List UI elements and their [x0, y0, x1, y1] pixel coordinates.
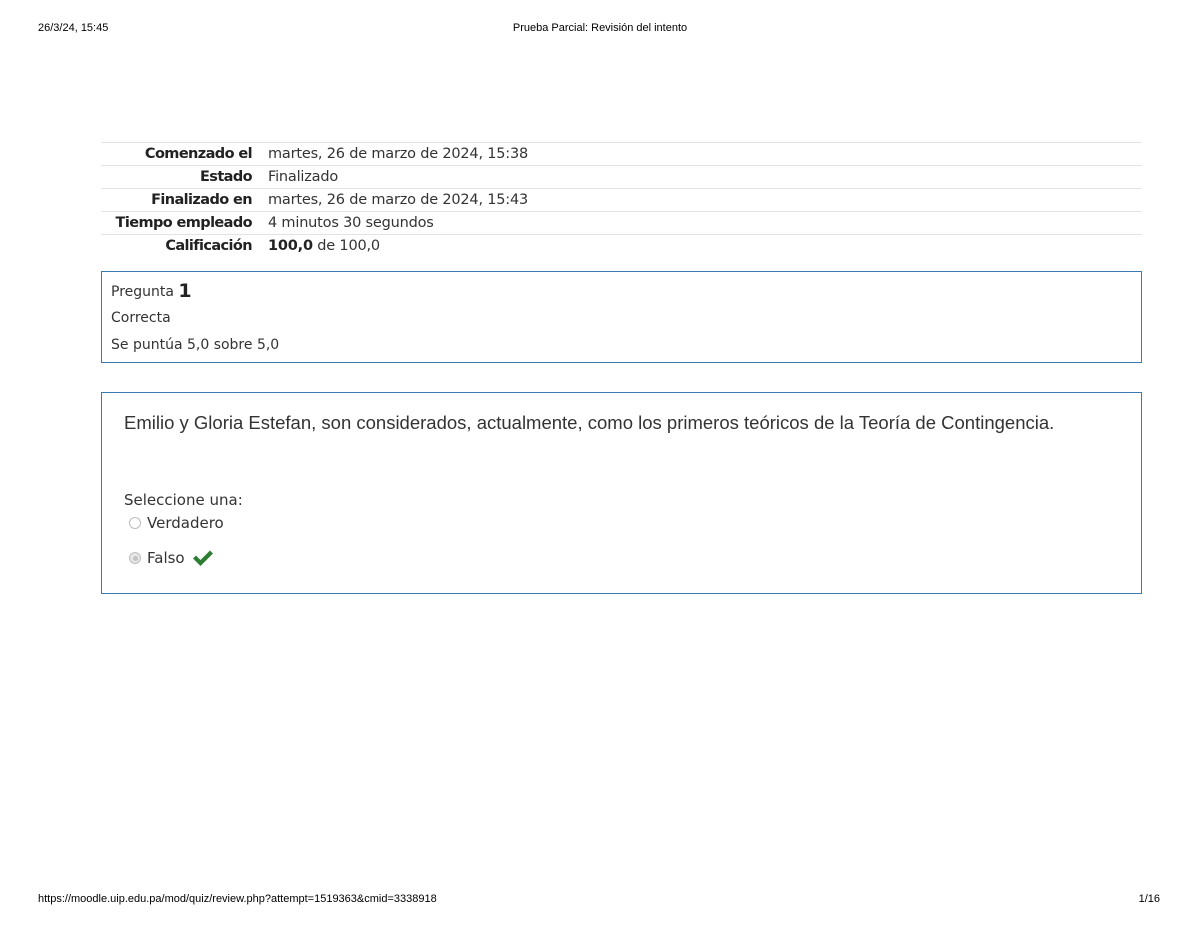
grade-max: de 100,0: [312, 238, 380, 254]
summary-row-time-taken: [101, 211, 1142, 234]
summary-value: martes, 26 de marzo de 2024, 15:38: [268, 146, 529, 162]
print-datetime: 26/3/24, 15:45: [38, 22, 109, 34]
summary-value: [268, 238, 380, 254]
question-grade: Se puntúa 5,0 sobre 5,0: [111, 337, 280, 353]
answer-prompt: Seleccione una:: [124, 491, 243, 509]
summary-label: Calificación: [165, 238, 252, 254]
summary-row-started: [101, 142, 1142, 165]
check-icon: [191, 548, 215, 568]
print-footer: [0, 893, 1200, 907]
grade-score: 100,0: [268, 238, 313, 254]
question-label: Pregunta: [111, 284, 179, 300]
question-content-box: [101, 392, 1142, 594]
summary-label: Comenzado el: [144, 146, 252, 162]
summary-row-state: [101, 165, 1142, 188]
print-page-number: 1/16: [1138, 893, 1160, 905]
summary-label: Tiempo empleado: [115, 215, 252, 231]
print-header: [0, 22, 1200, 36]
option-label: Verdadero: [147, 514, 224, 532]
summary-label: Finalizado en: [151, 192, 252, 208]
option-label: Falso: [147, 549, 185, 567]
question-info-box: [101, 271, 1142, 363]
question-state: Correcta: [111, 310, 171, 326]
print-page-title: Prueba Parcial: Revisión del intento: [512, 22, 688, 34]
summary-label: Estado: [200, 169, 252, 185]
radio-button-selected[interactable]: [129, 552, 141, 564]
print-url: https://moodle.uip.edu.pa/mod/quiz/review.php?attempt=1519363&cmid=3338918: [38, 893, 437, 905]
answer-option-verdadero[interactable]: [129, 514, 224, 532]
radio-button[interactable]: [129, 517, 141, 529]
summary-value: martes, 26 de marzo de 2024, 15:43: [268, 192, 529, 208]
question-number: 1: [178, 280, 192, 302]
question-number-line: [111, 280, 1132, 307]
summary-row-finished: [101, 188, 1142, 211]
summary-row-grade: [101, 234, 1142, 257]
summary-value: Finalizado: [268, 169, 339, 185]
question-text: Emilio y Gloria Estefan, son considerados, actualmente, como los primeros teóricos de la Teoría de Contingencia.: [124, 412, 1055, 433]
attempt-summary-table: [101, 142, 1142, 257]
answer-option-falso[interactable]: [129, 548, 215, 568]
summary-value: 4 minutos 30 segundos: [268, 215, 434, 231]
